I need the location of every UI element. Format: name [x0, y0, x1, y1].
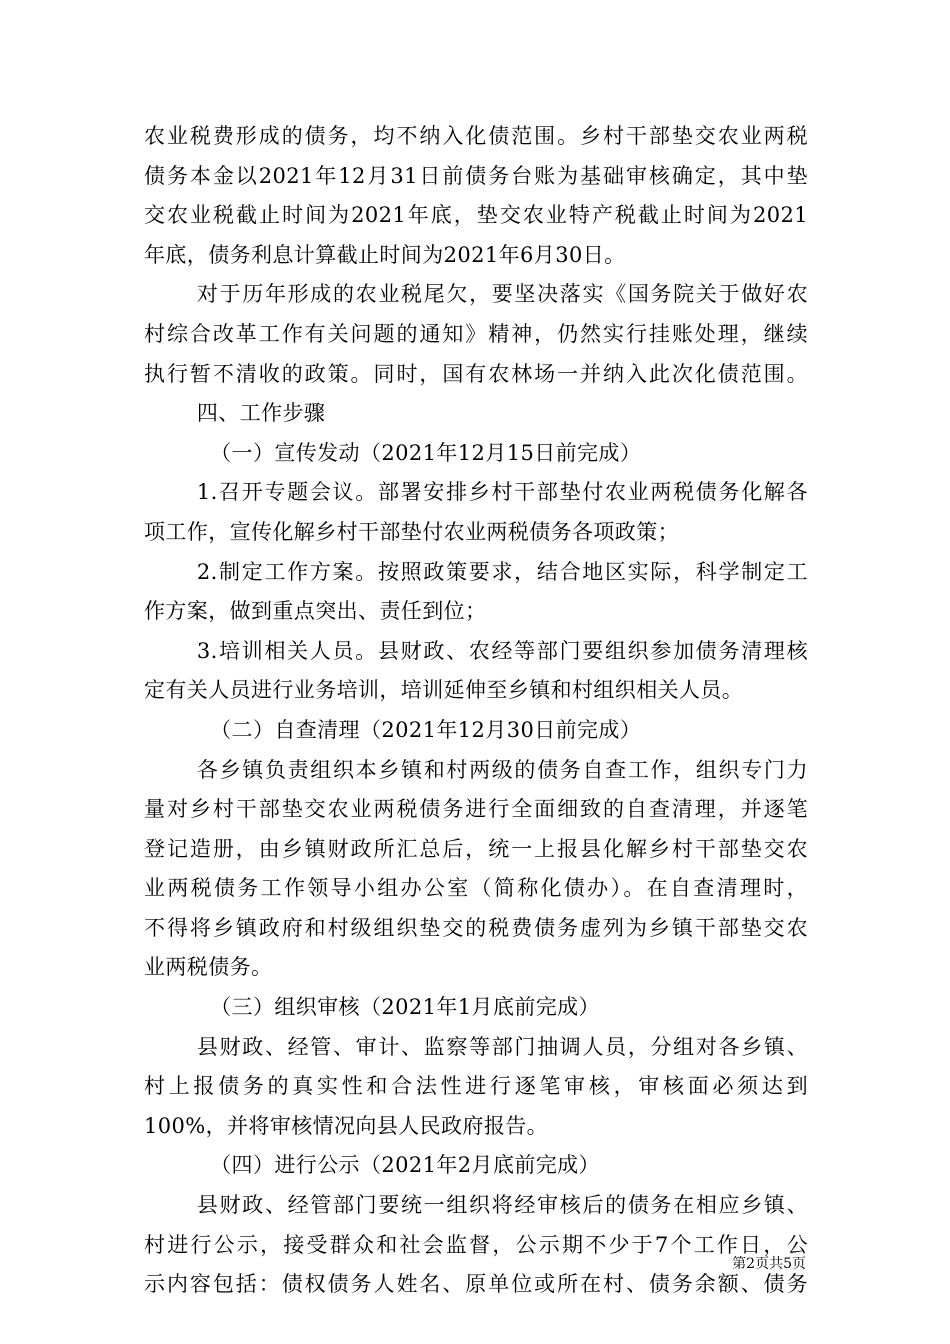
text-line: 定有关人员进行业务培训，培训延伸至乡镇和村组织相关人员。	[144, 678, 744, 703]
text-line: 不得将乡镇政府和村级组织垫交的税费债务虚列为乡镇干部垫交农	[144, 915, 808, 940]
text-line: 县财政、经管部门要统一组织将经审核后的债务在相应乡镇、	[196, 1193, 808, 1218]
text-line: 债务本金以2021年12月31日前债务台账为基础审核确定，其中垫	[144, 163, 808, 188]
text-line: 作方案，做到重点突出、责任到位；	[144, 599, 487, 624]
text-line: （二）自查清理（2021年12月30日前完成）	[210, 717, 642, 742]
text-line: 县财政、经管、审计、监察等部门抽调人员，分组对各乡镇、	[196, 1034, 808, 1059]
text-line: 示内容包括：债权债务人姓名、原单位或所在村、债务余额、债务	[144, 1272, 808, 1297]
text-line: 村综合改革工作有关问题的通知》精神，仍然实行挂账处理，继续	[144, 321, 808, 346]
text-line: 村上报债务的真实性和合法性进行逐笔审核，审核面必须达到	[144, 1074, 808, 1099]
text-line: 村进行公示，接受群众和社会监督，公示期不少于7个工作日，公	[144, 1232, 808, 1257]
text-line: 2.制定工作方案。按照政策要求，结合地区实际，科学制定工	[196, 559, 808, 584]
text-line: 执行暂不清收的政策。同时，国有农林场一并纳入此次化债范围。	[144, 361, 808, 386]
text-line: 各乡镇负责组织本乡镇和村两级的债务自查工作，组织专门力	[196, 757, 808, 782]
text-line: 3.培训相关人员。县财政、农经等部门要组织参加债务清理核	[196, 638, 808, 663]
text-line: （三）组织审核（2021年1月底前完成）	[210, 995, 600, 1020]
text-line: 农业税费形成的债务，均不纳入化债范围。乡村干部垫交农业两税	[144, 124, 808, 148]
text-line: 登记造册，由乡镇财政所汇总后，统一上报县化解乡村干部垫交农	[144, 836, 808, 861]
text-line: 业两税债务。	[144, 955, 273, 980]
text-line: 100%，并将审核情况向县人民政府报告。	[144, 1113, 549, 1138]
text-line: （四）进行公示（2021年2月底前完成）	[210, 1153, 600, 1178]
text-line: 交农业税截止时间为2021年底，垫交农业特产税截止时间为2021	[144, 203, 808, 228]
text-line: 1.召开专题会议。部署安排乡村干部垫付农业两税债务化解各	[196, 480, 808, 505]
page-number-footer: 第2页共5页	[732, 1256, 806, 1272]
text-line: 对于历年形成的农业税尾欠，要坚决落实《国务院关于做好农	[196, 282, 808, 307]
document-body	[144, 117, 808, 1305]
text-line: 项工作，宣传化解乡村干部垫付农业两税债务各项政策；	[144, 519, 679, 544]
text-line: 量对乡村干部垫交农业两税债务进行全面细致的自查清理，并逐笔	[144, 797, 808, 822]
text-line: 年底，债务利息计算截止时间为2021年6月30日。	[144, 242, 626, 267]
text-line: 四、工作步骤	[196, 401, 326, 426]
text-line: （一）宣传发动（2021年12月15日前完成）	[210, 440, 642, 465]
text-line: 业两税债务工作领导小组办公室（简称化债办）。在自查清理时，	[144, 876, 808, 901]
